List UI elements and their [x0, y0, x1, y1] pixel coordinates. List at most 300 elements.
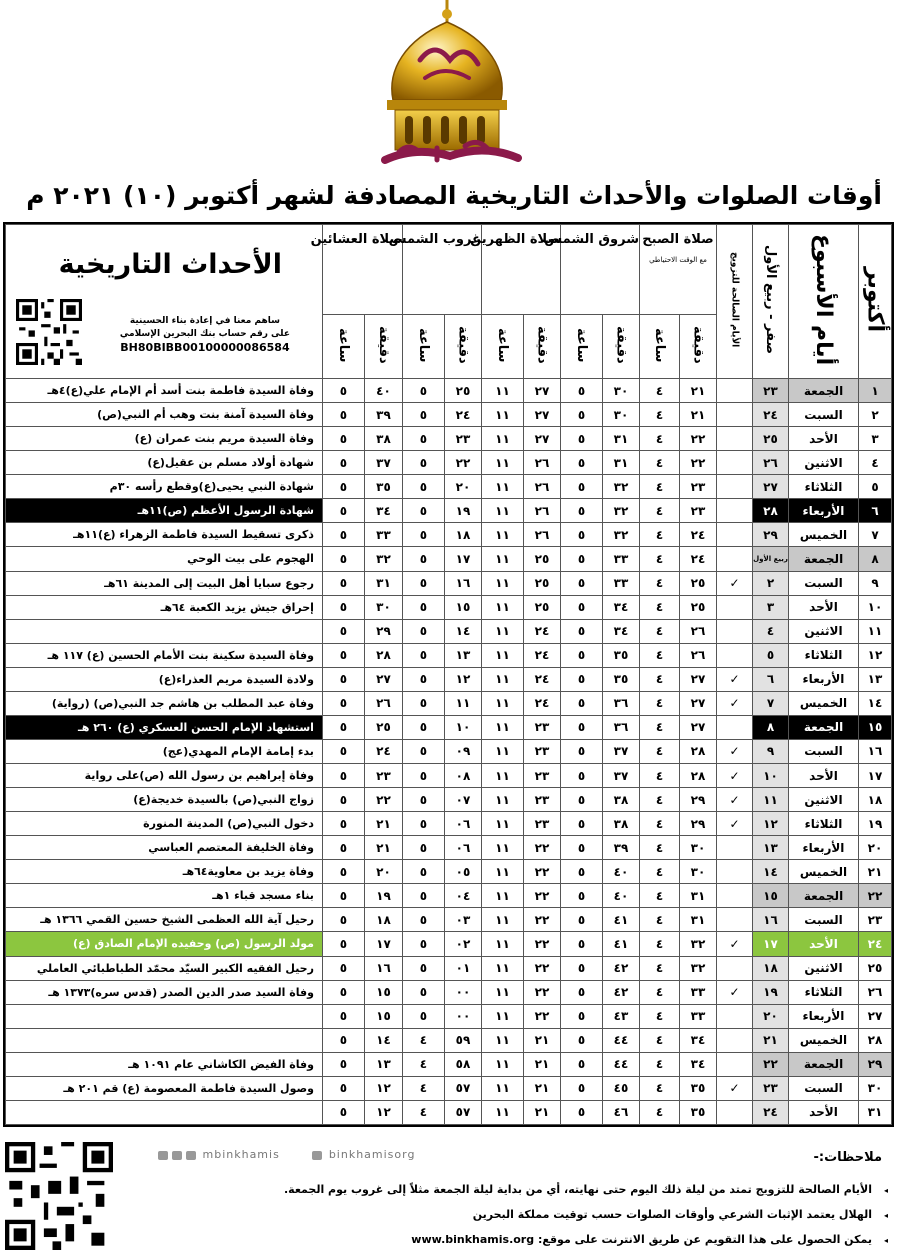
dhuhr-minute-cell: ٢٢: [523, 884, 560, 908]
marriage-day-cell: ✓: [717, 788, 753, 812]
sunset-minute-cell: ١٨: [444, 523, 481, 547]
isha-minute-cell: ٢٨: [364, 643, 402, 667]
dhuhr-hour-cell: ١١: [481, 1052, 523, 1076]
sunset-minute-cell: ١٣: [444, 643, 481, 667]
fajr-hour-cell: ٤: [640, 908, 680, 932]
sunrise-minute-cell: ٣٥: [603, 643, 640, 667]
fajr-minute-cell: ٢٢: [680, 427, 717, 451]
calendar-row: [6, 884, 892, 908]
sunrise-hour-cell: ٥: [560, 1028, 602, 1052]
marriage-day-cell: ✓: [717, 739, 753, 763]
dhuhr-hour-cell: ١١: [481, 788, 523, 812]
isha-minute-cell: ١٧: [364, 932, 402, 956]
fajr-hour-header: ساعة: [640, 315, 680, 379]
event-cell: ولادة السيدة مريم العذراء(ع): [6, 667, 323, 691]
event-cell: رحيل الفقيه الكبير السيّد محمّد الطباطبائي العاملي: [6, 956, 323, 980]
event-cell: إحراق جيش يزيد الكعبة ٦٤هـ: [6, 595, 323, 619]
sunrise-minute-cell: ٣٠: [603, 379, 640, 403]
sunset-hour-cell: ٥: [402, 812, 444, 836]
dhuhr-hour-cell: ١١: [481, 475, 523, 499]
isha-hour-cell: ٥: [322, 932, 364, 956]
event-cell: دخول النبي(ص) المدينة المنورة: [6, 812, 323, 836]
fajr-hour-cell: ٤: [640, 499, 680, 523]
dhuhr-minute-header: دقيقة: [523, 315, 560, 379]
dhuhr-hour-cell: ١١: [481, 595, 523, 619]
sunrise-minute-cell: ٤٢: [603, 956, 640, 980]
date-cell: ٢٩: [859, 1052, 892, 1076]
sunset-hour-cell: ٥: [402, 571, 444, 595]
weekday-cell: السبت: [789, 571, 859, 595]
dhuhr-header: صلاة الظهرين: [481, 225, 560, 315]
social-media-link[interactable]: mbinkhamis: [156, 1148, 280, 1161]
event-cell: وصول السيدة فاطمة المعصومة (ع) قم ٢٠١ هـ: [6, 1076, 323, 1100]
hijri-date-cell: ٢٦: [753, 451, 789, 475]
event-cell: [6, 1100, 323, 1124]
sunset-minute-cell: ٠٦: [444, 812, 481, 836]
hijri-date-cell: ١١: [753, 788, 789, 812]
isha-hour-cell: ٥: [322, 691, 364, 715]
sunset-minute-cell: ٢٣: [444, 427, 481, 451]
fajr-minute-cell: ٢٩: [680, 788, 717, 812]
isha-minute-cell: ٣٣: [364, 523, 402, 547]
marriage-day-cell: ✓: [717, 691, 753, 715]
sunrise-hour-cell: ٥: [560, 1052, 602, 1076]
sunset-minute-cell: ٢٢: [444, 451, 481, 475]
calendar-row: [6, 547, 892, 571]
sunrise-hour-cell: ٥: [560, 1100, 602, 1124]
weekday-cell: الخميس: [789, 860, 859, 884]
calendar-row: [6, 499, 892, 523]
sunrise-hour-cell: ٥: [560, 403, 602, 427]
sunrise-hour-cell: ٥: [560, 571, 602, 595]
weekday-cell: الجمعة: [789, 379, 859, 403]
sunset-hour-cell: ٥: [402, 523, 444, 547]
hijri-date-cell: ٢٨: [753, 499, 789, 523]
sunrise-hour-cell: ٥: [560, 691, 602, 715]
sunrise-hour-cell: ٥: [560, 764, 602, 788]
fajr-minute-cell: ٢٤: [680, 523, 717, 547]
isha-hour-cell: ٥: [322, 403, 364, 427]
sunset-hour-cell: ٥: [402, 836, 444, 860]
weekday-cell: الخميس: [789, 523, 859, 547]
isha-hour-cell: ٥: [322, 1076, 364, 1100]
fajr-minute-cell: ٢٧: [680, 715, 717, 739]
calendar-row: [6, 451, 892, 475]
dhuhr-minute-cell: ٢٢: [523, 956, 560, 980]
weekday-cell: السبت: [789, 403, 859, 427]
fajr-minute-cell: ٣٢: [680, 932, 717, 956]
dhuhr-hour-cell: ١١: [481, 908, 523, 932]
sunset-minute-cell: ١٦: [444, 571, 481, 595]
sunrise-hour-cell: ٥: [560, 475, 602, 499]
event-cell: وفاة يزيد بن معاوية٦٤هـ: [6, 860, 323, 884]
weekday-cell: الاثنين: [789, 956, 859, 980]
calendar-row: [6, 427, 892, 451]
isha-hour-cell: ٥: [322, 739, 364, 763]
fajr-hour-cell: ٤: [640, 932, 680, 956]
fajr-minute-cell: ٢١: [680, 379, 717, 403]
sunrise-minute-cell: ٤٣: [603, 1004, 640, 1028]
sunset-minute-cell: ٠٩: [444, 739, 481, 763]
dhuhr-hour-cell: ١١: [481, 571, 523, 595]
dhuhr-minute-cell: ٢٢: [523, 932, 560, 956]
event-cell: بدء إمامة الإمام المهدي(عج): [6, 739, 323, 763]
calendar-row: [6, 1100, 892, 1124]
dhuhr-hour-cell: ١١: [481, 619, 523, 643]
sunrise-minute-cell: ٣٠: [603, 403, 640, 427]
sunset-hour-cell: ٤: [402, 1100, 444, 1124]
sunset-hour-cell: ٤: [402, 1052, 444, 1076]
sunset-minute-cell: ١٥: [444, 595, 481, 619]
date-cell: ٢٧: [859, 1004, 892, 1028]
dhuhr-hour-cell: ١١: [481, 499, 523, 523]
hijri-date-cell: ٢٩: [753, 523, 789, 547]
date-cell: ١٦: [859, 739, 892, 763]
date-cell: ٢٥: [859, 956, 892, 980]
calendar-row: [6, 379, 892, 403]
sunrise-minute-cell: ٣٩: [603, 836, 640, 860]
calendar-row: [6, 1028, 892, 1052]
sunset-minute-cell: ٥٧: [444, 1076, 481, 1100]
calendar-row: [6, 812, 892, 836]
hijri-date-cell: ٢: [753, 571, 789, 595]
sunrise-hour-cell: ٥: [560, 379, 602, 403]
fajr-minute-header: دقيقة: [680, 315, 717, 379]
fajr-minute-cell: ٣٣: [680, 1004, 717, 1028]
youtube-link[interactable]: binkhamisorg: [310, 1148, 415, 1161]
youtube-icon: [312, 1151, 322, 1160]
date-cell: ٢٦: [859, 980, 892, 1004]
fajr-minute-cell: ٢١: [680, 403, 717, 427]
isha-hour-header: ساعة: [322, 315, 364, 379]
hijri-date-cell: ٩: [753, 739, 789, 763]
sunrise-header: شروق الشمس: [560, 225, 639, 315]
sunrise-minute-cell: ٣٢: [603, 475, 640, 499]
fajr-minute-cell: ٣٥: [680, 1076, 717, 1100]
hijri-header: [753, 225, 789, 379]
hijri-date-cell: ١٥: [753, 884, 789, 908]
weekday-label: أيام الأسبوع: [811, 233, 836, 366]
fajr-hour-cell: ٤: [640, 451, 680, 475]
sunset-minute-cell: ٠١: [444, 956, 481, 980]
sunrise-minute-cell: ٣١: [603, 451, 640, 475]
hijri-date-cell: ٢١: [753, 1028, 789, 1052]
event-cell: ذكرى تسقيط السيدة فاطمة الزهراء (ع)١١هـ: [6, 523, 323, 547]
sunset-minute-cell: ٠٧: [444, 788, 481, 812]
fajr-hour-cell: ٤: [640, 812, 680, 836]
weekday-cell: الاثنين: [789, 619, 859, 643]
fajr-hour-cell: ٤: [640, 1076, 680, 1100]
date-cell: ٤: [859, 451, 892, 475]
isha-hour-cell: ٥: [322, 427, 364, 451]
calendar-row: [6, 691, 892, 715]
marriage-day-cell: [717, 547, 753, 571]
isha-hour-cell: ٥: [322, 788, 364, 812]
dhuhr-hour-cell: ١١: [481, 956, 523, 980]
sunrise-hour-cell: ٥: [560, 908, 602, 932]
event-cell: [6, 619, 323, 643]
calendar-row: [6, 715, 892, 739]
sunrise-minute-cell: ٤٠: [603, 860, 640, 884]
isha-header: صلاة العشائين: [322, 225, 402, 315]
weekday-cell: الجمعة: [789, 884, 859, 908]
dhuhr-minute-cell: ٢٧: [523, 427, 560, 451]
sunset-hour-cell: ٥: [402, 715, 444, 739]
donate-line-2: على رقم حساب بنك البحرين الإسلامي: [119, 329, 290, 339]
hijri-date-cell: ربيع الأول: [753, 547, 789, 571]
date-cell: ٥: [859, 475, 892, 499]
isha-hour-cell: ٥: [322, 1004, 364, 1028]
hijri-date-cell: ٢٢: [753, 1052, 789, 1076]
marriage-day-cell: [717, 1100, 753, 1124]
dhuhr-minute-cell: ٢٤: [523, 643, 560, 667]
fajr-minute-cell: ٣٠: [680, 836, 717, 860]
calendar-row: [6, 1076, 892, 1100]
sunset-minute-cell: ٠٢: [444, 932, 481, 956]
event-cell: وفاة عبد المطلب بن هاشم جد النبي(ص) (رواية): [6, 691, 323, 715]
marriage-day-cell: [717, 956, 753, 980]
fajr-minute-cell: ٢٥: [680, 595, 717, 619]
marriage-day-cell: ✓: [717, 812, 753, 836]
isha-minute-cell: ١٢: [364, 1076, 402, 1100]
event-cell: زواج النبي(ص) بالسيدة خديجة(ع): [6, 788, 323, 812]
event-cell: شهادة أولاد مسلم بن عقيل(ع): [6, 451, 323, 475]
dhuhr-hour-cell: ١١: [481, 715, 523, 739]
dhuhr-minute-cell: ٢١: [523, 1100, 560, 1124]
event-cell: وفاة السيد صدر الدين الصدر (قدس سره)١٣٧٣ هـ: [6, 980, 323, 1004]
event-cell: رجوع سبايا أهل البيت إلى المدينة ٦١هـ: [6, 571, 323, 595]
fajr-minute-cell: ٢٨: [680, 764, 717, 788]
hijri-date-cell: ٥: [753, 643, 789, 667]
sunset-minute-cell: ٢٥: [444, 379, 481, 403]
fajr-hour-cell: ٤: [640, 1100, 680, 1124]
event-cell: وفاة إبراهيم بن رسول الله (ص)على رواية: [6, 764, 323, 788]
sunset-minute-cell: ١٤: [444, 619, 481, 643]
fajr-minute-cell: ٢٤: [680, 547, 717, 571]
sunset-minute-cell: ٠٥: [444, 860, 481, 884]
calendar-row: [6, 1004, 892, 1028]
sunset-hour-cell: ٥: [402, 499, 444, 523]
dhuhr-hour-cell: ١١: [481, 1004, 523, 1028]
hijri-date-cell: ١٧: [753, 932, 789, 956]
sunset-minute-cell: ٠٨: [444, 764, 481, 788]
sunrise-minute-cell: ٣٦: [603, 715, 640, 739]
date-cell: ١٩: [859, 812, 892, 836]
isha-hour-cell: ٥: [322, 812, 364, 836]
dhuhr-hour-cell: ١١: [481, 379, 523, 403]
isha-minute-cell: ٢٥: [364, 715, 402, 739]
sunrise-hour-cell: ٥: [560, 739, 602, 763]
weekday-cell: الاثنين: [789, 451, 859, 475]
calendar-row: [6, 403, 892, 427]
fajr-hour-cell: ٤: [640, 980, 680, 1004]
fajr-hour-cell: ٤: [640, 956, 680, 980]
dhuhr-minute-cell: ٢١: [523, 1076, 560, 1100]
dhuhr-minute-cell: ٢٥: [523, 595, 560, 619]
dhuhr-minute-cell: ٢٦: [523, 475, 560, 499]
event-cell: [6, 1028, 323, 1052]
marriage-day-cell: [717, 860, 753, 884]
sunrise-minute-cell: ٤٤: [603, 1052, 640, 1076]
dhuhr-minute-cell: ٢٢: [523, 1004, 560, 1028]
weekday-cell: الخميس: [789, 691, 859, 715]
hijri-date-cell: ٦: [753, 667, 789, 691]
donate-line-1: ساهم معنا في إعادة بناء الحسينية: [129, 316, 280, 326]
marriage-day-cell: ✓: [717, 667, 753, 691]
sunset-hour-cell: ٤: [402, 1076, 444, 1100]
fajr-hour-cell: ٤: [640, 1052, 680, 1076]
dhuhr-minute-cell: ٢٢: [523, 860, 560, 884]
hijri-date-cell: ٢٣: [753, 1076, 789, 1100]
marriage-day-cell: [717, 403, 753, 427]
marriage-day-cell: ✓: [717, 932, 753, 956]
calendar-row: [6, 523, 892, 547]
weekday-cell: الأربعاء: [789, 1004, 859, 1028]
calendar-row: [6, 475, 892, 499]
event-cell: وفاة السيدة فاطمة بنت أسد أم الإمام علي(ع)٤هـ: [6, 379, 323, 403]
fajr-minute-cell: ٣٣: [680, 980, 717, 1004]
isha-hour-cell: ٥: [322, 523, 364, 547]
sunset-minute-cell: ٢٤: [444, 403, 481, 427]
weekday-cell: السبت: [789, 739, 859, 763]
isha-hour-cell: ٥: [322, 379, 364, 403]
weekday-cell: السبت: [789, 908, 859, 932]
weekday-cell: الثلاثاء: [789, 980, 859, 1004]
hijri-date-cell: ٢٠: [753, 1004, 789, 1028]
isha-hour-cell: ٥: [322, 764, 364, 788]
notes-list: [284, 1178, 888, 1253]
sunrise-minute-header: دقيقة: [603, 315, 640, 379]
hijri-date-cell: ٢٥: [753, 427, 789, 451]
sunset-hour-cell: ٥: [402, 427, 444, 451]
sunrise-hour-cell: ٥: [560, 451, 602, 475]
marriage-day-cell: [717, 643, 753, 667]
hijri-date-cell: ٣: [753, 595, 789, 619]
fajr-hour-cell: ٤: [640, 667, 680, 691]
dhuhr-hour-cell: ١١: [481, 1028, 523, 1052]
calendar-row: [6, 956, 892, 980]
isha-hour-cell: ٥: [322, 860, 364, 884]
dhuhr-minute-cell: ٢٧: [523, 403, 560, 427]
date-cell: ١٤: [859, 691, 892, 715]
marriage-day-cell: [717, 379, 753, 403]
sunrise-minute-cell: ٤٦: [603, 1100, 640, 1124]
dhuhr-hour-cell: ١١: [481, 691, 523, 715]
sunset-minute-cell: ١٠: [444, 715, 481, 739]
sunset-minute-cell: ٠٣: [444, 908, 481, 932]
dhuhr-hour-cell: ١١: [481, 739, 523, 763]
fajr-hour-cell: ٤: [640, 619, 680, 643]
calendar-row: [6, 932, 892, 956]
donation-qr-code: [16, 299, 82, 365]
isha-hour-cell: ٥: [322, 547, 364, 571]
dhuhr-hour-cell: ١١: [481, 667, 523, 691]
event-cell: شهادة النبي يحيى(ع)وقطع رأسه ٣٠م: [6, 475, 323, 499]
sunset-hour-cell: ٥: [402, 379, 444, 403]
fajr-minute-cell: ٢٧: [680, 667, 717, 691]
month-label: أكتوبر: [862, 266, 888, 333]
bank-account: BH80BIBB00100000086584: [120, 341, 290, 354]
isha-minute-cell: ٣١: [364, 571, 402, 595]
isha-minute-cell: ٢٠: [364, 860, 402, 884]
social-links: [130, 1148, 415, 1161]
isha-minute-cell: ٣٥: [364, 475, 402, 499]
sunset-minute-cell: ١٩: [444, 499, 481, 523]
date-cell: ١٥: [859, 715, 892, 739]
fajr-hour-cell: ٤: [640, 403, 680, 427]
sunrise-minute-cell: ٤١: [603, 908, 640, 932]
dhuhr-hour-cell: ١١: [481, 427, 523, 451]
fajr-hour-cell: ٤: [640, 860, 680, 884]
hijri-date-cell: ١٠: [753, 764, 789, 788]
sunset-hour-cell: ٥: [402, 764, 444, 788]
note-item: ◂ الهلال يعتمد الإثبات الشرعي وأوقات الصلوات حسب توقيت مملكة البحرين: [284, 1203, 888, 1228]
isha-hour-cell: ٥: [322, 836, 364, 860]
isha-minute-cell: ٢٢: [364, 788, 402, 812]
sunrise-hour-cell: ٥: [560, 595, 602, 619]
dhuhr-minute-cell: ٢٢: [523, 908, 560, 932]
sunrise-hour-cell: ٥: [560, 643, 602, 667]
dhuhr-minute-cell: ٢٣: [523, 788, 560, 812]
dhuhr-hour-cell: ١١: [481, 547, 523, 571]
dhuhr-minute-cell: ٢٦: [523, 499, 560, 523]
fajr-minute-cell: ٣٤: [680, 1052, 717, 1076]
sunset-hour-cell: ٥: [402, 667, 444, 691]
dhuhr-minute-cell: ٢٣: [523, 715, 560, 739]
sunrise-minute-cell: ٣١: [603, 427, 640, 451]
event-cell: وفاة السيدة مريم بنت عمران (ع): [6, 427, 323, 451]
sunrise-hour-header: ساعة: [560, 315, 602, 379]
marriage-day-cell: [717, 1052, 753, 1076]
date-cell: ١٧: [859, 764, 892, 788]
dhuhr-hour-cell: ١١: [481, 403, 523, 427]
isha-minute-cell: ١٩: [364, 884, 402, 908]
isha-minute-cell: ١٥: [364, 1004, 402, 1028]
events-title: الأحداث التاريخية: [58, 249, 282, 280]
ma-tam-bin-khamis-logo: [365, 0, 535, 172]
event-cell: رحيل آية الله العظمى الشيخ حسين القمي ١٣٦٦ هـ: [6, 908, 323, 932]
dhuhr-minute-cell: ٢٢: [523, 836, 560, 860]
isha-minute-cell: ١٥: [364, 980, 402, 1004]
marriage-day-cell: [717, 523, 753, 547]
sunset-hour-cell: ٥: [402, 788, 444, 812]
weekday-cell: الاثنين: [789, 788, 859, 812]
dhuhr-minute-cell: ٢٣: [523, 764, 560, 788]
dhuhr-minute-cell: ٢٦: [523, 451, 560, 475]
calendar-row: [6, 980, 892, 1004]
fajr-hour-cell: ٤: [640, 571, 680, 595]
fajr-minute-cell: ٢٦: [680, 643, 717, 667]
date-cell: ٢: [859, 403, 892, 427]
event-cell: وفاة الفيض الكاشاني عام ١٠٩١ هـ: [6, 1052, 323, 1076]
dhuhr-hour-cell: ١١: [481, 1076, 523, 1100]
website-qr-code: [5, 1142, 113, 1250]
sunrise-hour-cell: ٥: [560, 980, 602, 1004]
sunset-hour-cell: ٤: [402, 1028, 444, 1052]
sunrise-minute-cell: ٤٢: [603, 980, 640, 1004]
isha-hour-cell: ٥: [322, 667, 364, 691]
sunset-hour-cell: ٥: [402, 691, 444, 715]
date-cell: ١٠: [859, 595, 892, 619]
fajr-minute-cell: ٢٣: [680, 475, 717, 499]
events-header: [6, 225, 323, 379]
dhuhr-minute-cell: ٢٣: [523, 739, 560, 763]
sunrise-minute-cell: ٣٧: [603, 764, 640, 788]
hijri-date-cell: ٢٤: [753, 403, 789, 427]
calendar-row: [6, 667, 892, 691]
dhuhr-hour-cell: ١١: [481, 884, 523, 908]
marriage-day-cell: ✓: [717, 1076, 753, 1100]
